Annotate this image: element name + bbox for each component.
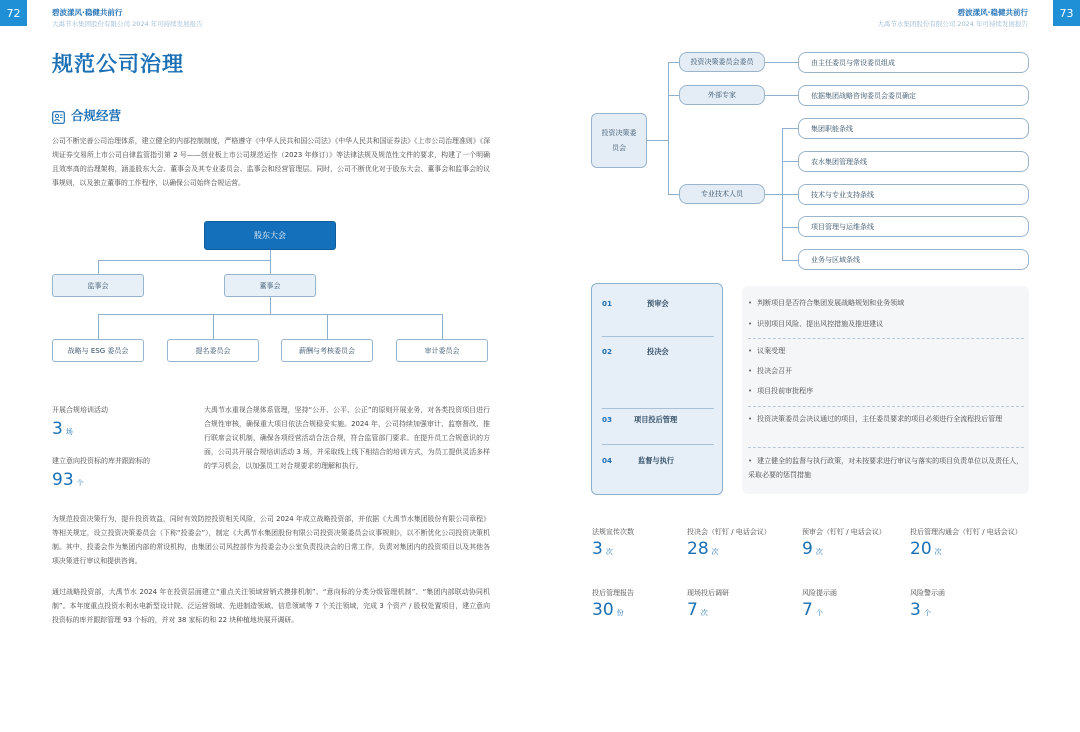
stat-label: 风险提示函 (802, 589, 837, 597)
page-number-left: 72 (0, 0, 27, 26)
stat-unit: 个 (815, 609, 823, 617)
stat-value: 3 (592, 539, 603, 559)
stat-label: 开展合规培训活动 (52, 406, 108, 414)
bullet-text: 项目投前审批程序 (757, 387, 814, 395)
stat-value: 30 (592, 600, 614, 620)
stat-item (592, 527, 634, 559)
step-title: 预审会 (647, 299, 669, 308)
header-left (52, 7, 203, 28)
header-slogan: 碧波漾风·稳健共前行 (957, 8, 1028, 17)
stat-unit: 次 (605, 548, 613, 556)
page-number-right: 73 (1053, 0, 1080, 26)
bullet-item: • 投决会召开 (748, 367, 793, 375)
stat-item (687, 588, 729, 620)
header-slogan: 碧波漾风·稳健共前行 (52, 8, 123, 17)
tree-branch-technical: 专业技术人员 (679, 184, 765, 204)
tree-leaf: 技术与专业支持条线 (798, 184, 1029, 205)
intro-paragraph: 公司不断完善公司治理体系，建立健全的内部控制制度，严格遵守《中华人民共和国公司法》《中华人民共和国证券法》《上市公司治理准则》《深圳证券交易所上市公司自律监管指引第 2 号——创业板上市公司规范运作（2023 年修订）》等法律法规及规范性文件的要求，构建了一个明确且效率高的治理架构，涵盖股东大会、董事会及其专业委员会、监事会和经营管理层。同时，公司不断优化对于股东大会、董事会和监事会的议事规则，以及独立董事的工作程序，以确保公司始终合规运营。 (52, 137, 490, 187)
investment-paragraph-1: 为规范投资决策行为，提升投资效益，同时有效防控投资相关风险，公司 2024 年成立战略投资部，并依据《大禹节水集团股份有限公司章程》等相关规定，设立投资决策委员会（下称“投委会”），制定《大禹节水集团股份有限公司投资决策委员会议事规则》，以不断优化公司投资决策机制。其中，投委会作为集团内部的常设机构，由集团公司风控部作为投委会办公室负责投决会的日常工作，负责对集团内的投资项目以及其他各项决策进行审议和提供咨询。 (52, 515, 490, 565)
tree-leaf: 依据集团战略咨询委员会委员确定 (798, 85, 1029, 106)
stat-unit: 次 (711, 548, 719, 556)
stat-unit: 个 (923, 609, 931, 617)
stat-label: 投决会（钉钉 / 电话会议） (687, 528, 771, 536)
stat-label: 投后管理报告 (592, 589, 634, 597)
tree-leaf: 项目管理与运维条线 (798, 216, 1029, 237)
bullet-item: • 项目投前审批程序 (748, 387, 814, 395)
org-node-supervisory-board: 监事会 (52, 274, 144, 297)
stat-value: 7 (687, 600, 698, 620)
tree-leaf: 业务与区域条线 (798, 249, 1029, 270)
stat-value: 7 (802, 600, 813, 620)
stat-label: 现场投后调研 (687, 589, 729, 597)
stat-item (910, 527, 1022, 559)
stat-unit: 份 (616, 609, 624, 617)
stat-value: 20 (910, 539, 932, 559)
header-right (877, 7, 1028, 28)
stat-value: 3 (52, 419, 63, 439)
bullet-text: 建立健全的监督与执行政策，对未按要求进行审议与落实的项目负责单位以及责任人，采取必要的惩罚措施 (748, 457, 1024, 479)
stat-label: 风险警示函 (910, 589, 945, 597)
bullet-item: • 议案受理 (748, 347, 786, 355)
bullet-text: 投资决策委员会决议通过的项目，主任委员要求的项目必须进行全流程投后管理 (757, 415, 1003, 423)
org-node-strategy-esg: 战略与 ESG 委员会 (52, 339, 144, 362)
stat-unit: 次 (815, 548, 823, 556)
section-subtitle (52, 106, 121, 124)
bullet-item: • 投资决策委员会决议通过的项目，主任委员要求的项目必须进行全流程投后管理 (748, 415, 1003, 423)
bullet-text: 识别项目风险、提出风控措施及推进建议 (757, 320, 884, 328)
stat-value: 93 (52, 470, 74, 490)
step-title: 项目投后管理 (634, 415, 678, 424)
process-steps-panel (591, 283, 723, 495)
step-number: 03 (602, 415, 613, 424)
tree-leaf: 农水集团管理条线 (798, 151, 1029, 172)
stat-item (802, 527, 886, 559)
bullet-text: 议案受理 (757, 347, 786, 355)
step-number: 02 (602, 347, 613, 356)
org-node-nomination: 提名委员会 (167, 339, 259, 362)
org-node-board: 董事会 (224, 274, 316, 297)
compliance-paragraph: 大禹节水重视合规体系管理，坚持“公开、公平、公正”的原则开展业务，对各类投资项目进行合规性审核，确保重大项目依法合规稳妥实施。2024 年，公司持续加强审计、监察督改、推行联席会议机制，确保各项经营活动合法合规，符合监管部门要求。在提升员工合规意识的方面，公司共开展合规培训活动 3 场，并采取线上线下相结合的培训方式，为员工提供灵活多样的学习机会，以加强员工对合规要求的理解和执行。 (204, 406, 490, 470)
step-title: 监督与执行 (638, 456, 674, 465)
stat-label: 投后管理沟通会（钉钉 / 电话会议） (910, 528, 1022, 536)
bullet-item: • 识别项目风险、提出风控措施及推进建议 (748, 320, 884, 328)
org-node-audit: 审计委员会 (396, 339, 488, 362)
stat-label: 建立意向投资标的库并跟踪标的 (52, 457, 150, 465)
header-report-title: 大禹节水集团股份有限公司 2024 年可持续发展报告 (52, 20, 203, 28)
stat-item (802, 588, 837, 620)
stat-targets (52, 456, 150, 490)
tree-leaf: 由主任委员与常设委员组成 (798, 52, 1029, 73)
stat-item (592, 588, 634, 620)
stat-value: 28 (687, 539, 709, 559)
tree-root: 投资决策委员会 (591, 113, 647, 168)
stat-training (52, 405, 108, 439)
page-title: 规范公司治理 (52, 52, 184, 76)
step-title: 投决会 (647, 347, 669, 356)
stat-label: 预审会（钉钉 / 电话会议） (802, 528, 886, 536)
subtitle-text: 合规经营 (71, 108, 122, 123)
stat-unit: 次 (934, 548, 942, 556)
investment-paragraph-2: 通过战略投资部，大禹节水 2024 年在投资层面建立“重点关注领域营销式摸排机制”、“意向标的分类分级管理机制”、“集团内部联动协同机制”。本年度重点投资水利水电新型设计院、泛运营领域、先进制造领域、信息领域等 7 个关注领域，完成 3 个资产 / 股权处置项目，建立意向投资标的库并跟踪管理 93 个标的，并对 38 家标的和 22 块种植地块展开调研。 (52, 588, 490, 624)
bullet-item: • 建立健全的监督与执行政策，对未按要求进行审议与落实的项目负责单位以及责任人，采取必要的惩罚措施 (748, 457, 1024, 479)
stat-value: 3 (910, 600, 921, 620)
tree-branch-experts: 外部专家 (679, 85, 765, 105)
step-number: 01 (602, 299, 613, 308)
stat-unit: 个 (76, 479, 84, 487)
bullet-text: 投决会召开 (757, 367, 793, 375)
header-report-title: 大禹节水集团股份有限公司 2024 年可持续发展报告 (877, 20, 1028, 28)
stat-item (910, 588, 945, 620)
org-node-remuneration: 薪酬与考核委员会 (281, 339, 373, 362)
org-node-shareholders: 股东大会 (204, 221, 336, 250)
tree-leaf: 集团职能条线 (798, 118, 1029, 139)
stat-unit: 次 (700, 609, 708, 617)
stat-label: 法规宣传次数 (592, 528, 634, 536)
bullet-item: • 判断项目是否符合集团发展战略规划和业务领域 (748, 299, 905, 307)
bullet-text: 判断项目是否符合集团发展战略规划和业务领域 (757, 299, 905, 307)
stat-value: 9 (802, 539, 813, 559)
step-number: 04 (602, 456, 613, 465)
stat-unit: 场 (65, 428, 73, 436)
tree-branch-members: 投资决策委员会委员 (679, 52, 765, 72)
compliance-icon (52, 109, 65, 122)
stat-item (687, 527, 771, 559)
